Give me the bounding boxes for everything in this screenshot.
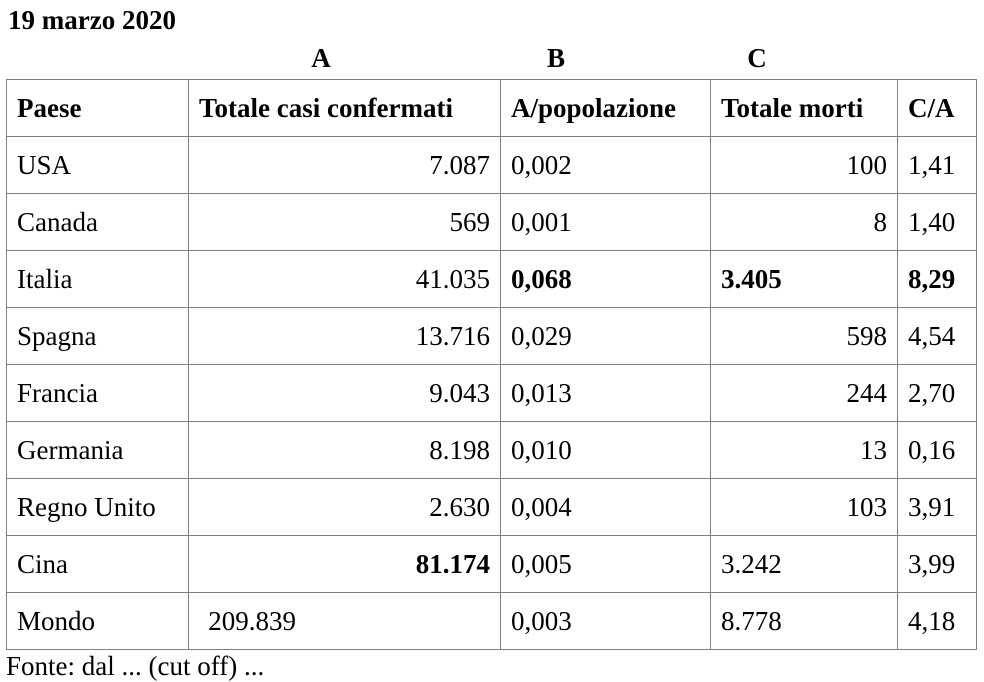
cell-paese: Germania (7, 422, 189, 479)
cell-paese: Spagna (7, 308, 189, 365)
cell-casi: 8.198 (189, 422, 501, 479)
table-row (7, 308, 977, 365)
table-row (7, 479, 977, 536)
cell-casi: 209.839 (189, 593, 501, 650)
cell-morti: 598 (711, 308, 898, 365)
cell-paese: Francia (7, 365, 189, 422)
cell-morti: 13 (711, 422, 898, 479)
table-row (7, 365, 977, 422)
cell-morti: 3.242 (711, 536, 898, 593)
table-row (7, 422, 977, 479)
cell-popolazione: 0,003 (501, 593, 711, 650)
cell-popolazione: 0,010 (501, 422, 711, 479)
cell-casi: 41.035 (189, 251, 501, 308)
page-title: 19 marzo 2020 (8, 5, 176, 35)
table-row (7, 593, 977, 650)
cell-popolazione: 0,029 (501, 308, 711, 365)
cell-paese: Mondo (7, 593, 189, 650)
cell-ca: 0,16 (898, 422, 977, 479)
cell-ca: 4,54 (898, 308, 977, 365)
cell-paese: USA (7, 137, 189, 194)
covid-data-table (6, 79, 977, 650)
cell-popolazione: 0,001 (501, 194, 711, 251)
cell-popolazione: 0,068 (501, 251, 711, 308)
cell-morti: 100 (711, 137, 898, 194)
column-letter-c: C (747, 43, 767, 73)
cell-popolazione: 0,004 (501, 479, 711, 536)
table-row (7, 137, 977, 194)
cell-casi: 7.087 (189, 137, 501, 194)
table-header-row (7, 80, 977, 137)
cell-popolazione: 0,002 (501, 137, 711, 194)
header-totale-morti: Totale morti (711, 80, 898, 137)
cell-morti: 8 (711, 194, 898, 251)
cell-paese: Canada (7, 194, 189, 251)
cell-casi: 9.043 (189, 365, 501, 422)
cell-casi: 13.716 (189, 308, 501, 365)
cell-paese: Italia (7, 251, 189, 308)
cell-popolazione: 0,005 (501, 536, 711, 593)
cell-casi: 569 (189, 194, 501, 251)
footer-note: Fonte: dal ... (cut off) ... (6, 651, 265, 681)
column-letter-b: B (546, 43, 565, 73)
cell-morti: 8.778 (711, 593, 898, 650)
column-letter-a: A (311, 43, 331, 73)
cell-morti: 103 (711, 479, 898, 536)
cell-paese: Cina (7, 536, 189, 593)
table-row (7, 251, 977, 308)
cell-ca: 4,18 (898, 593, 977, 650)
cell-casi: 81.174 (189, 536, 501, 593)
cell-paese: Regno Unito (7, 479, 189, 536)
cell-ca: 1,41 (898, 137, 977, 194)
header-a-popolazione: A/popolazione (501, 80, 711, 137)
table-row (7, 194, 977, 251)
cell-ca: 2,70 (898, 365, 977, 422)
cell-ca: 3,91 (898, 479, 977, 536)
header-totale-casi: Totale casi confermati (189, 80, 501, 137)
cell-ca: 8,29 (898, 251, 977, 308)
cell-casi: 2.630 (189, 479, 501, 536)
table-row (7, 536, 977, 593)
header-c-a: C/A (898, 80, 977, 137)
cell-ca: 1,40 (898, 194, 977, 251)
cell-popolazione: 0,013 (501, 365, 711, 422)
cell-morti: 3.405 (711, 251, 898, 308)
header-paese: Paese (7, 80, 189, 137)
cell-ca: 3,99 (898, 536, 977, 593)
cell-morti: 244 (711, 365, 898, 422)
